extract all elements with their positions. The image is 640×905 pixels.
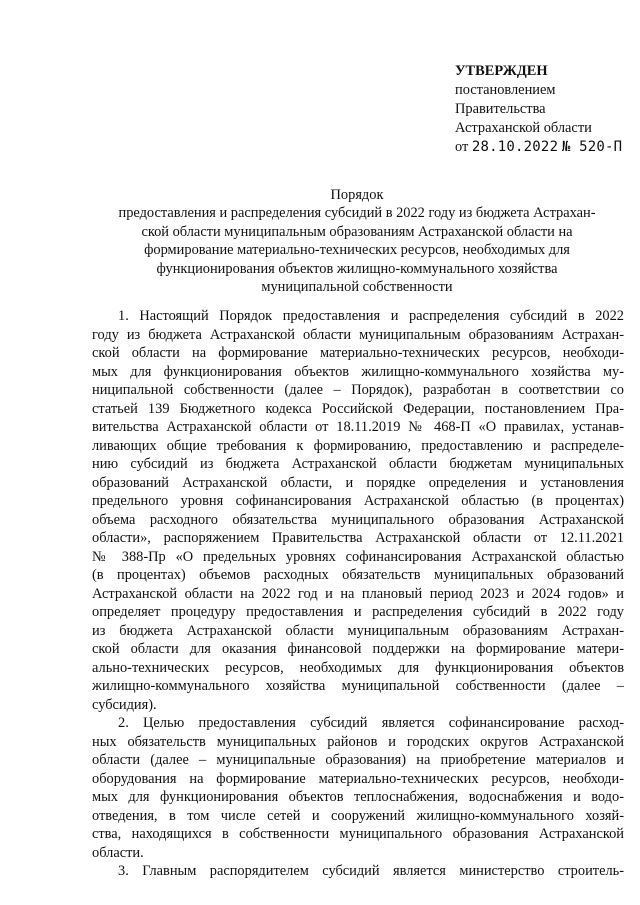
paragraph-line: 3. Главным распорядителем субсидий является министерство строитель- [118,863,624,879]
paragraph-line: ных обязательств муниципальных районов и городских округов Астраханской [92,733,624,750]
title-line: формирование материально-технических ресурсов, необходимых для [144,242,570,259]
paragraph-line: 1. Настоящий Порядок предоставления и распределения субсидий в 2022 [118,308,624,324]
title-line: функционирования объектов жилищно-коммунального хозяйства [156,260,558,277]
paragraph-line: объема расходного обязательства муниципального образования Астраханской [92,511,624,528]
paragraph-line: мых для функционирования объектов теплоснабжения, водоснабжения и водо- [92,789,624,805]
paragraph-line: Астраханской области на 2022 год и на плановый период 2023 и 2024 годов» и [92,585,624,602]
paragraph [92,862,624,881]
approval-line: постановлением [455,82,556,98]
paragraph-line: статьей 139 Бюджетного кодекса Российской Федерации, постановлением Пра- [92,400,624,417]
approval-stamp [455,62,635,157]
paragraph-line: (в процентах) объемов расходных обязательств муниципальных образований [92,567,624,583]
approval-prefix: от [455,139,469,155]
approval-heading: УТВЕРЖДЕН [455,63,548,79]
paragraph-line: ниципальной собственности (далее – Порядок), разработан в соответствии со [92,382,624,398]
paragraph-line: области. [92,844,144,861]
paragraph-line: 2. Целью предоставления субсидий является софинансирование расход- [118,715,624,731]
paragraph-line: образований Астраханской области, и порядке определения и установления [92,474,624,491]
paragraph-line: оборудования на формирование материально-технических ресурсов, необходи- [92,770,624,787]
document-body [92,307,624,881]
title-line: муниципальной собственности [261,279,453,296]
paragraph-line: из бюджета Астраханской области муниципальным образованиям Астрахан- [92,622,624,639]
approval-number: № 520-П [561,139,623,155]
paragraph-line: субсидия). [92,696,157,713]
paragraph-line: нию субсидий из бюджета Астраханской области бюджетам муниципальных [92,456,624,472]
paragraph-line: вительства Астраханской области от 18.11.2019 № 468-П «О правилах, устанав- [92,419,624,435]
approval-date-line [455,138,635,157]
paragraph-line: ально-технических ресурсов, необходимых для функционирования объектов [92,659,624,676]
paragraph-line: определяет процедуру предоставления и распределения субсидий в 2022 году [92,604,624,620]
paragraph [92,714,624,862]
approval-line: Правительства [455,101,546,117]
document-title [92,186,622,296]
paragraph-line: области», распоряжением Правительства Астраханской области от 12.11.2021 [92,530,624,546]
paragraph-line: ства, находящихся в собственности муниципального образования Астраханской [92,826,624,842]
title-line: ской области муниципальным образованиям Астраханской области на [141,223,573,240]
paragraph-line: ской области для оказания финансовой поддержки на формирование матери- [92,641,624,657]
paragraph-line: мых для функционирования объектов жилищно-коммунального хозяйства му- [92,363,624,380]
paragraph [92,307,624,714]
title-line: предоставления и распределения субсидий в 2022 году из бюджета Астрахан- [118,205,596,222]
paragraph-line: предельного уровня софинансирования Астраханской областью (в процентах) [92,493,624,509]
title-heading: Порядок [330,187,384,203]
approval-line: Астраханской области [455,120,592,136]
paragraph-line: ской области на формирование материально-технических ресурсов, необходи- [92,345,624,361]
paragraph-line: отведения, в том числе сетей и сооружений жилищно-коммунального хозяй- [92,807,624,824]
paragraph-line: области (далее – муниципальные образования) на приобретение материалов и [92,752,624,768]
paragraph-line: ливающих общие требования к формированию, предоставлению и распределе- [92,437,624,454]
paragraph-line: году из бюджета Астраханской области муниципальным образованиям Астрахан- [92,326,624,343]
paragraph-line: № 388-Пр «О предельных уровнях софинансирования Астраханской областью [92,548,624,565]
approval-date: 28.10.2022 [471,139,559,155]
paragraph-line: жилищно-коммунального хозяйства муниципальной собственности (далее – [92,678,624,694]
